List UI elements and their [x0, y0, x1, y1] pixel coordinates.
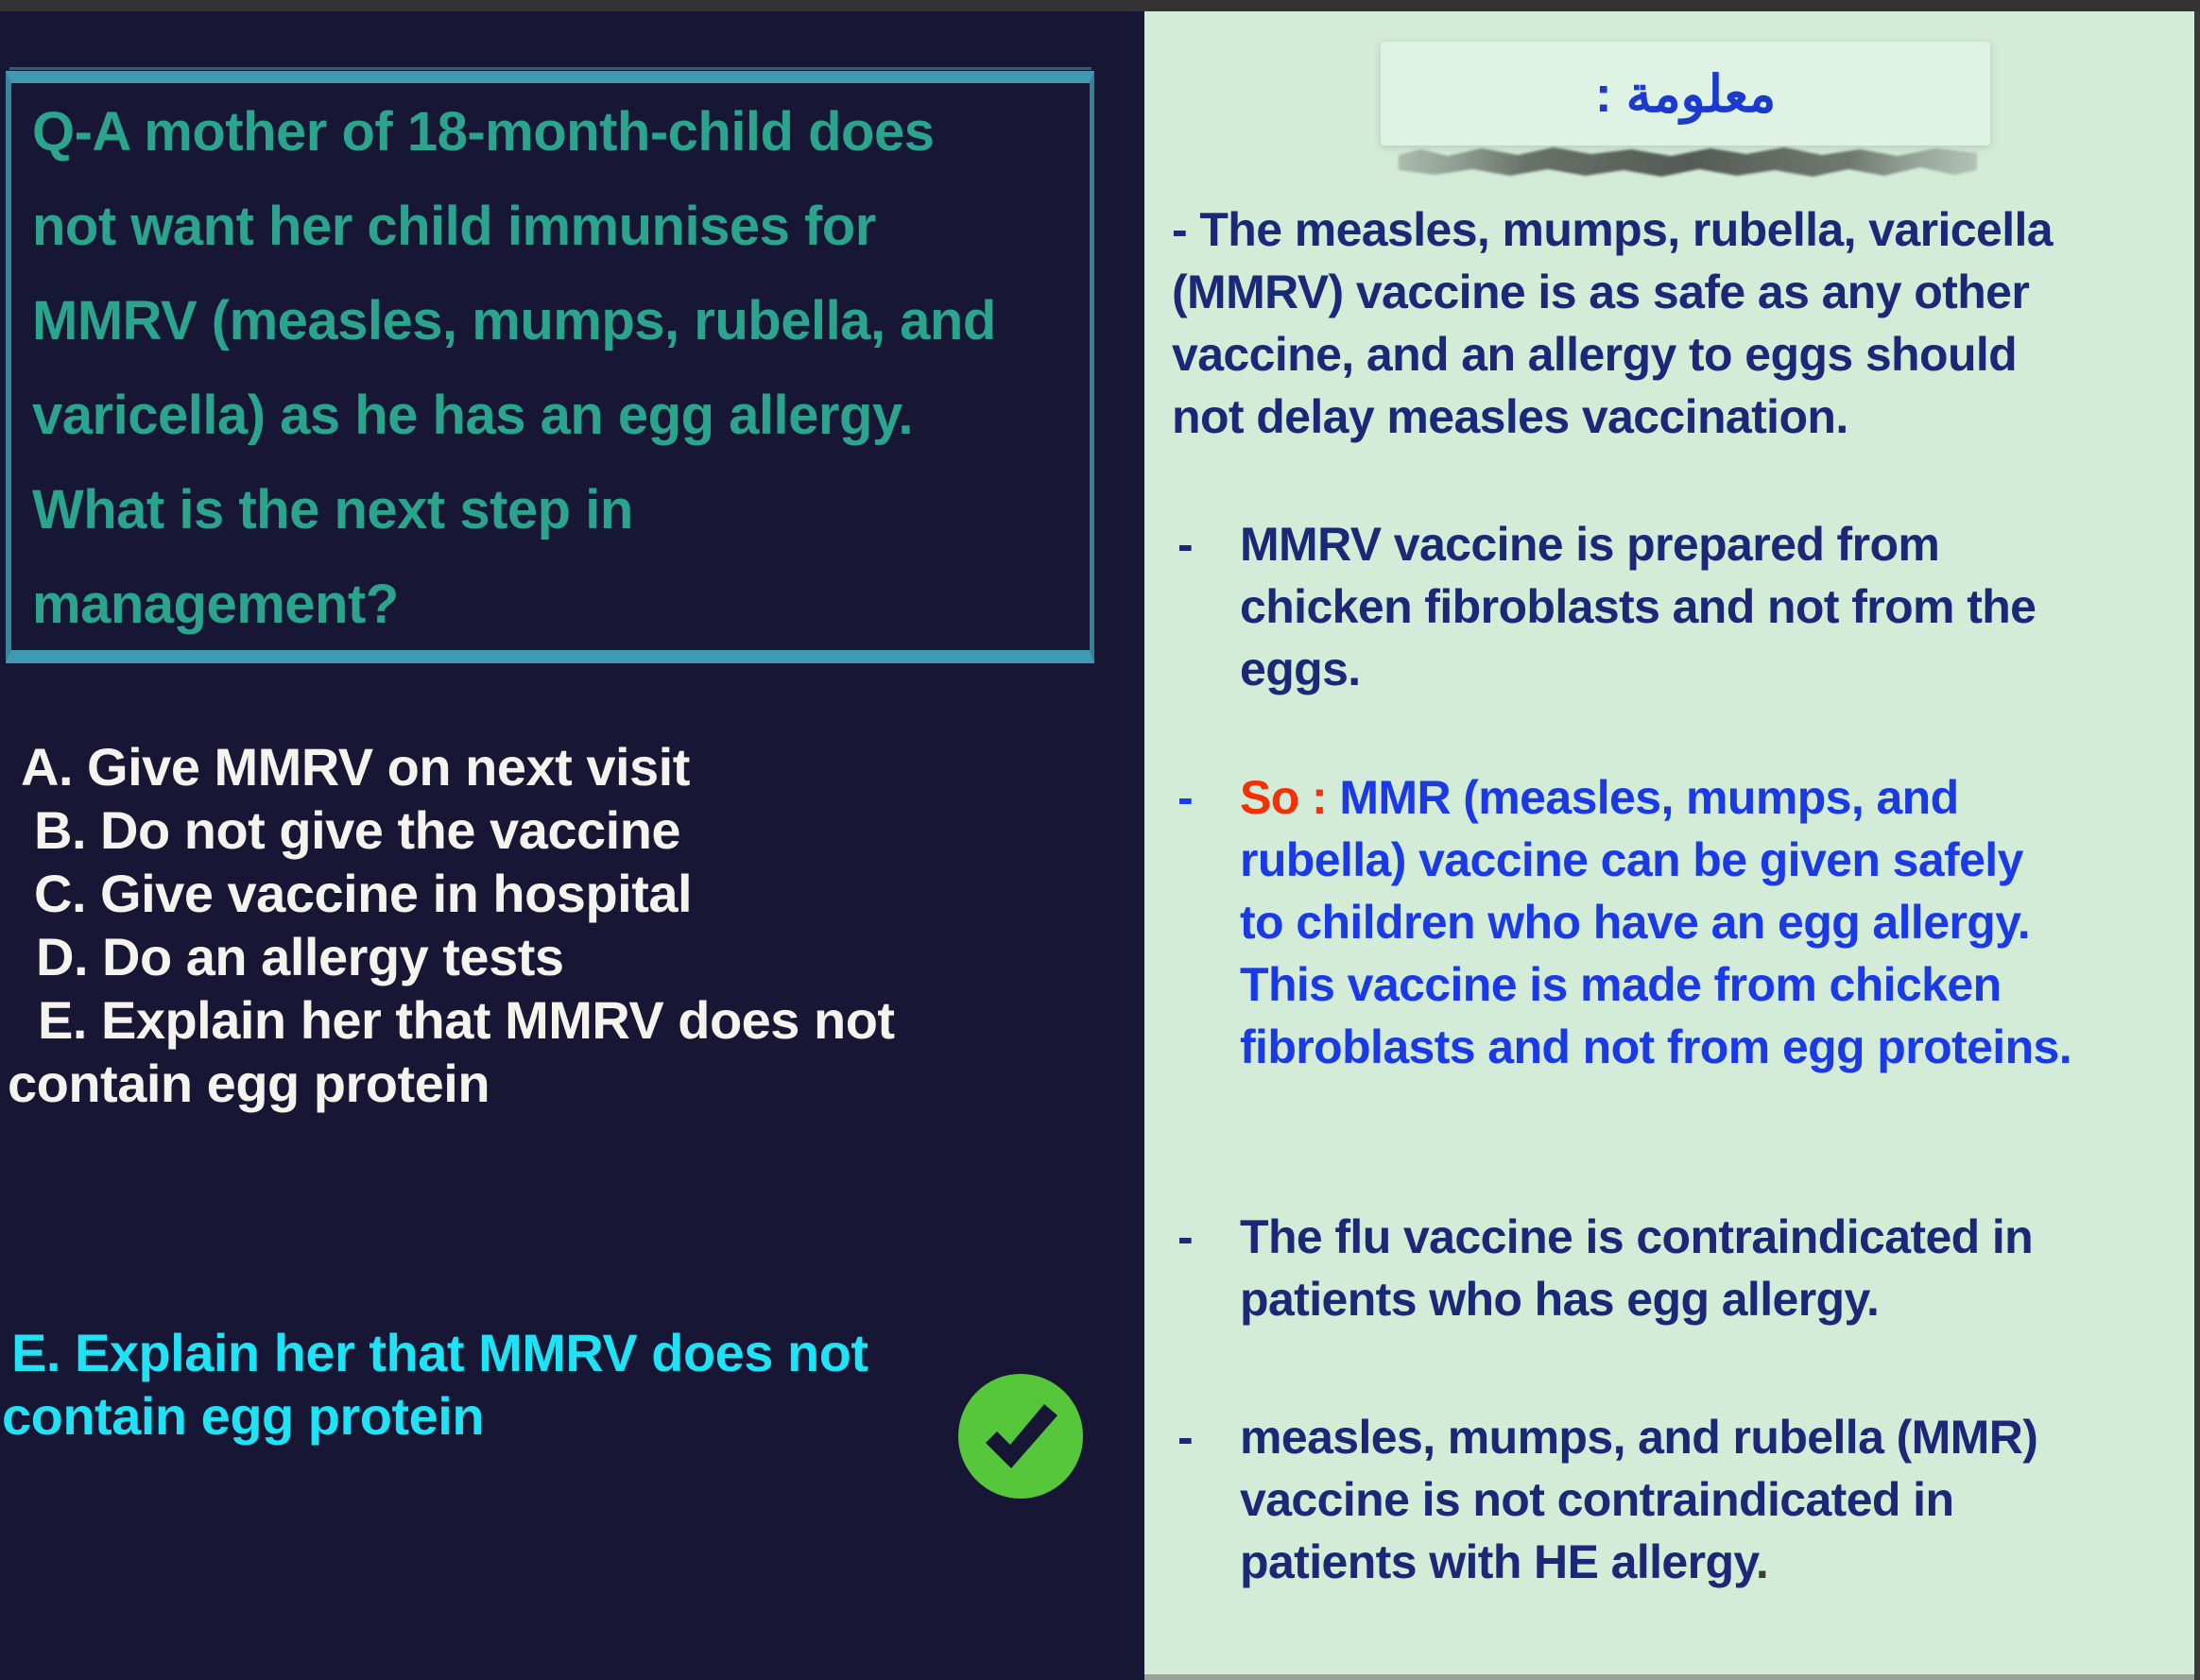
info-text-line: The flu vaccine is contraindicated in [1240, 1210, 2034, 1263]
question-panel [0, 11, 1144, 1680]
info-text-line: not delay measles vaccination. [1172, 390, 1848, 443]
question-line: What is the next step in [32, 479, 633, 540]
option-e: E. Explain her that MMRV does not [38, 990, 895, 1050]
info-text-line: to children who have an egg allergy. [1240, 896, 2030, 949]
info-text-line [1240, 1531, 2037, 1593]
info-text-segment: patients with HE allergy [1240, 1535, 1756, 1588]
question-box [6, 71, 1094, 663]
correct-answer-line: contain egg protein [2, 1386, 485, 1446]
question-line: MMRV (measles, mumps, rubella, and [32, 290, 996, 351]
info-text-line: MMRV vaccine is prepared from [1240, 518, 1940, 571]
info-text-line: vaccine is not contraindicated in [1240, 1473, 1954, 1526]
info-bullet-so-mmr-safe [1177, 766, 2071, 1078]
info-text-line: chicken fibroblasts and not from the [1240, 580, 2037, 633]
option-d: D. Do an allergy tests [36, 927, 564, 986]
info-text-line: rubella) vaccine can be given safely [1240, 833, 2023, 886]
info-paragraph-mmrv-safe [1172, 198, 2053, 448]
window-right-edge [2194, 11, 2200, 1680]
info-text-line: fibroblasts and not from egg proteins. [1240, 1020, 2072, 1073]
info-text-line [1240, 766, 2071, 829]
info-text-line: measles, mumps, and rubella (MMR) [1240, 1411, 2038, 1464]
torn-edge-decoration [1399, 144, 1977, 187]
correct-answer-line: E. Explain her that MMRV does not [11, 1323, 868, 1382]
info-bullet-chicken-fibroblasts [1177, 513, 2036, 700]
info-header-title-arabic: معلومة : [1594, 65, 1777, 123]
dash-bullet: - [1177, 1210, 1194, 1263]
info-text-line: eggs. [1240, 643, 1361, 695]
question-line: Q-A mother of 18-month-child does [32, 101, 935, 163]
dash-bullet: - [1177, 1411, 1194, 1464]
info-bullet-mmr-not-contraindicated [1177, 1406, 2037, 1593]
option-e-continuation: contain egg protein [8, 1054, 490, 1113]
info-text-line: This vaccine is made from chicken [1240, 958, 2002, 1011]
window-top-bar [0, 0, 2200, 11]
option-b: B. Do not give the vaccine [34, 800, 681, 860]
info-text-line: (MMRV) vaccine is as safe as any other [1172, 266, 2030, 318]
question-line: varicella) as he has an egg allergy. [32, 385, 913, 446]
info-text-line: patients who has egg allergy. [1240, 1273, 1880, 1326]
question-line: management? [32, 574, 399, 635]
info-text-segment: MMR (measles, mumps, and [1327, 771, 1959, 824]
info-header-card [1381, 42, 1990, 146]
dash-bullet: - [1177, 518, 1194, 571]
question-line: not want her child immunises for [32, 196, 876, 257]
option-a: A. Give MMRV on next visit [21, 737, 690, 797]
dash-bullet: - [1177, 771, 1194, 824]
info-text-line: vaccine, and an allergy to eggs should [1172, 328, 2018, 381]
info-bullet-flu-vaccine [1177, 1206, 2033, 1330]
so-emphasis: So : [1240, 771, 1328, 824]
info-text-line: - The measles, mumps, rubella, varicella [1172, 203, 2053, 256]
answer-options-list [8, 735, 895, 1115]
correct-checkmark-icon [957, 1373, 1084, 1500]
bottom-divider-line [1144, 1674, 2200, 1680]
option-c: C. Give vaccine in hospital [34, 864, 693, 923]
correct-answer-text [0, 1321, 868, 1448]
trailing-period: . [1755, 1535, 1769, 1588]
